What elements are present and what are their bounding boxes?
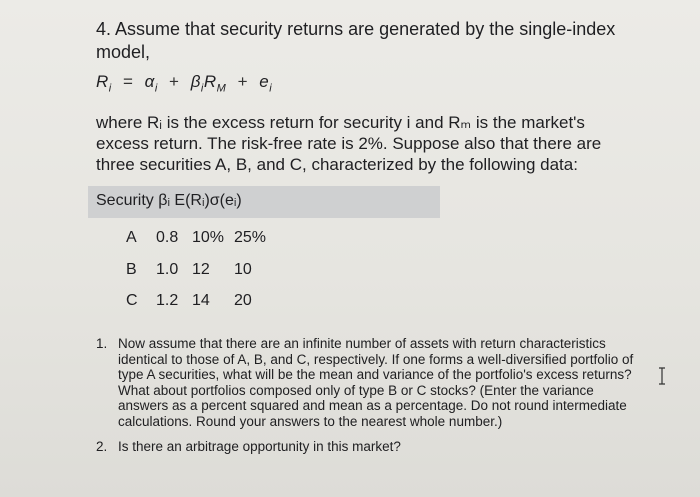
problem-title: 4. Assume that security returns are generated by the single-index model, — [96, 19, 616, 62]
list-item — [96, 439, 636, 455]
cell-beta: 1.2 — [156, 292, 179, 309]
eq-lhs: R — [96, 72, 109, 91]
cell-security: A — [126, 229, 137, 246]
eq-beta-sub: i — [200, 82, 204, 95]
single-index-equation — [96, 72, 272, 94]
cell-security: B — [126, 261, 137, 278]
question-text: Now assume that there are an infinite number of assets with return characteristics identical to those of A, B, and C, respectively. If one forms a well-diversified portfolio of type A securities, what will be the mean and variance of the portfolio's excess returns? What about portfolios composed only of type B or C stocks? (Enter the variance answers as a percent squared and mean as a percentage. Do not round intermediate calculations. Round your answers to the nearest whole number.) — [118, 336, 634, 429]
eq-alpha-sub: i — [154, 82, 158, 95]
eq-beta: β — [190, 72, 201, 91]
cell-expected-return: 14 — [192, 292, 210, 309]
eq-alpha: α — [144, 72, 155, 91]
eq-equals: = — [122, 72, 134, 91]
eq-plus-2: + — [237, 72, 248, 91]
question-list — [96, 336, 636, 465]
problem-description: where Rᵢ is the excess return for security i and Rₘ is the market's excess return. The risk-free rate is 2%. Suppose also that there are three securities A, B, and C, characterized by the following data: — [96, 113, 602, 174]
cell-expected-return: 10% — [192, 229, 225, 246]
eq-rm: R — [203, 72, 217, 91]
table-row — [126, 292, 274, 310]
cell-beta: 0.8 — [156, 229, 179, 246]
question-text: Is there an arbitrage opportunity in this market? — [118, 439, 401, 454]
cell-expected-return: 12 — [192, 261, 210, 278]
cell-security: C — [126, 292, 138, 309]
question-number: 1. — [96, 336, 108, 351]
cell-sigma-e: 20 — [234, 292, 252, 309]
cell-beta: 1.0 — [156, 261, 179, 278]
eq-plus-1: + — [169, 72, 180, 91]
eq-error-sub: i — [269, 82, 273, 95]
table-row — [126, 229, 274, 247]
cell-sigma-e: 25% — [234, 229, 267, 246]
question-number: 2. — [96, 439, 108, 454]
list-item — [96, 336, 636, 429]
eq-error: e — [259, 72, 270, 91]
table-row — [126, 261, 274, 279]
cell-sigma-e: 10 — [234, 261, 252, 278]
text-cursor-icon — [657, 367, 667, 385]
eq-lhs-sub: i — [108, 82, 112, 95]
eq-rm-sub: M — [216, 82, 227, 95]
table-header: Security βᵢ E(Rᵢ)σ(eᵢ) — [96, 192, 242, 209]
